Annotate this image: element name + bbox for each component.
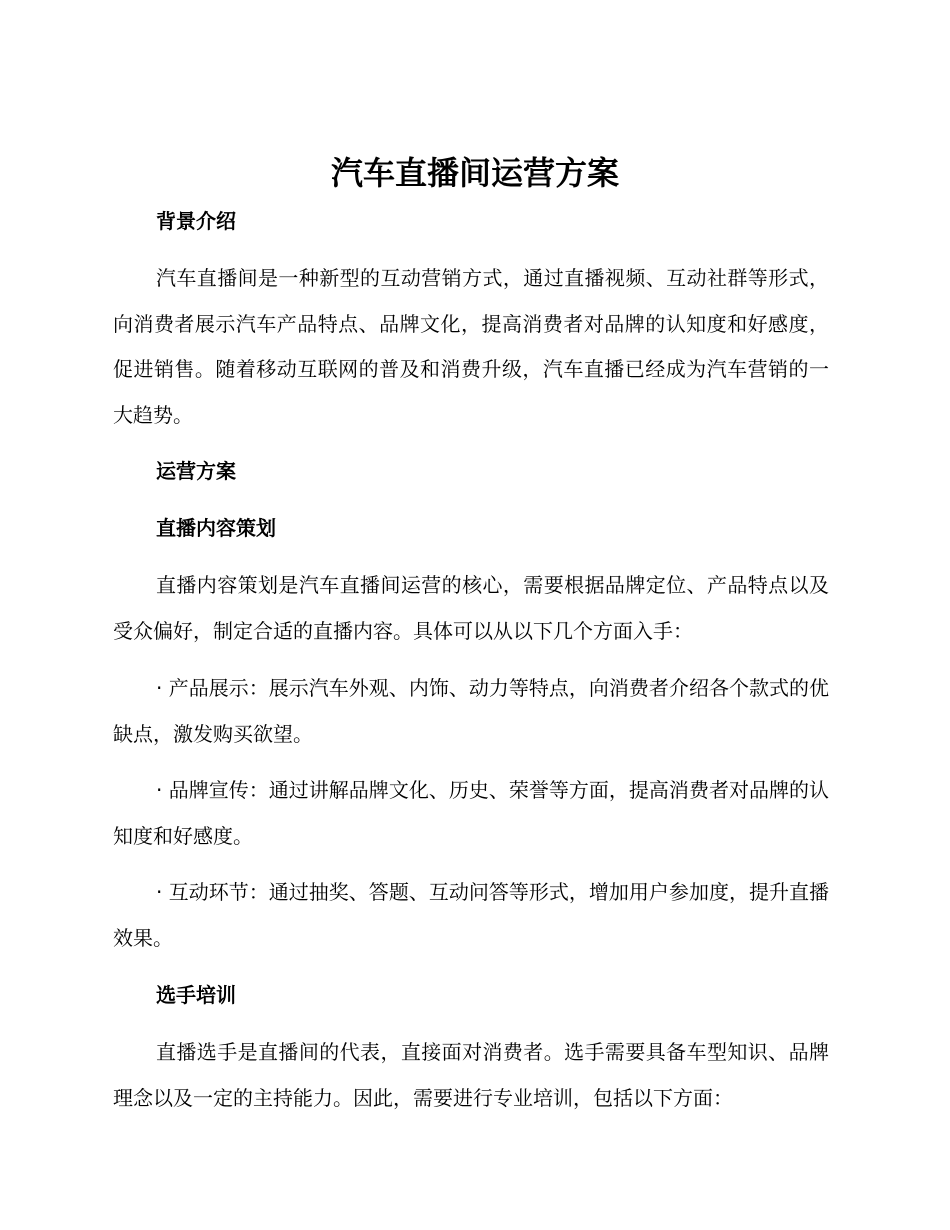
- paragraph-host-training: 直播选手是直播间的代表，直接面对消费者。选手需要具备车型知识、品牌理念以及一定的主持能力。因此，需要进行专业培训，包括以下方面：: [113, 1040, 829, 1110]
- paragraph-background: 汽车直播间是一种新型的互动营销方式，通过直播视频、互动社群等形式，向消费者展示汽车产品特点、品牌文化，提高消费者对品牌的认知度和好感度，促进销售。随着移动互联网的普及和消费升级，汽车直播已经成为汽车营销的一大趋势。: [113, 266, 829, 427]
- paragraph-content-planning: 直播内容策划是汽车直播间运营的核心，需要根据品牌定位、产品特点以及受众偏好，制定合适的直播内容。具体可以从以下几个方面入手：: [113, 573, 829, 643]
- heading-content-planning: 直播内容策划: [156, 516, 276, 540]
- bullet-product-display: · 产品展示：展示汽车外观、内饰、动力等特点，向消费者介绍各个款式的优缺点，激发购买欲望。: [113, 676, 829, 746]
- bullet-interaction: · 互动环节：通过抽奖、答题、互动问答等形式，增加用户参加度，提升直播效果。: [113, 880, 829, 950]
- document-title: 汽车直播间运营方案: [330, 154, 619, 192]
- heading-host-training: 选手培训: [156, 983, 236, 1007]
- heading-operation-plan: 运营方案: [156, 459, 236, 483]
- bullet-brand-promotion: · 品牌宣传：通过讲解品牌文化、历史、荣誉等方面，提高消费者对品牌的认知度和好感度。: [113, 778, 829, 848]
- heading-background: 背景介绍: [156, 209, 236, 233]
